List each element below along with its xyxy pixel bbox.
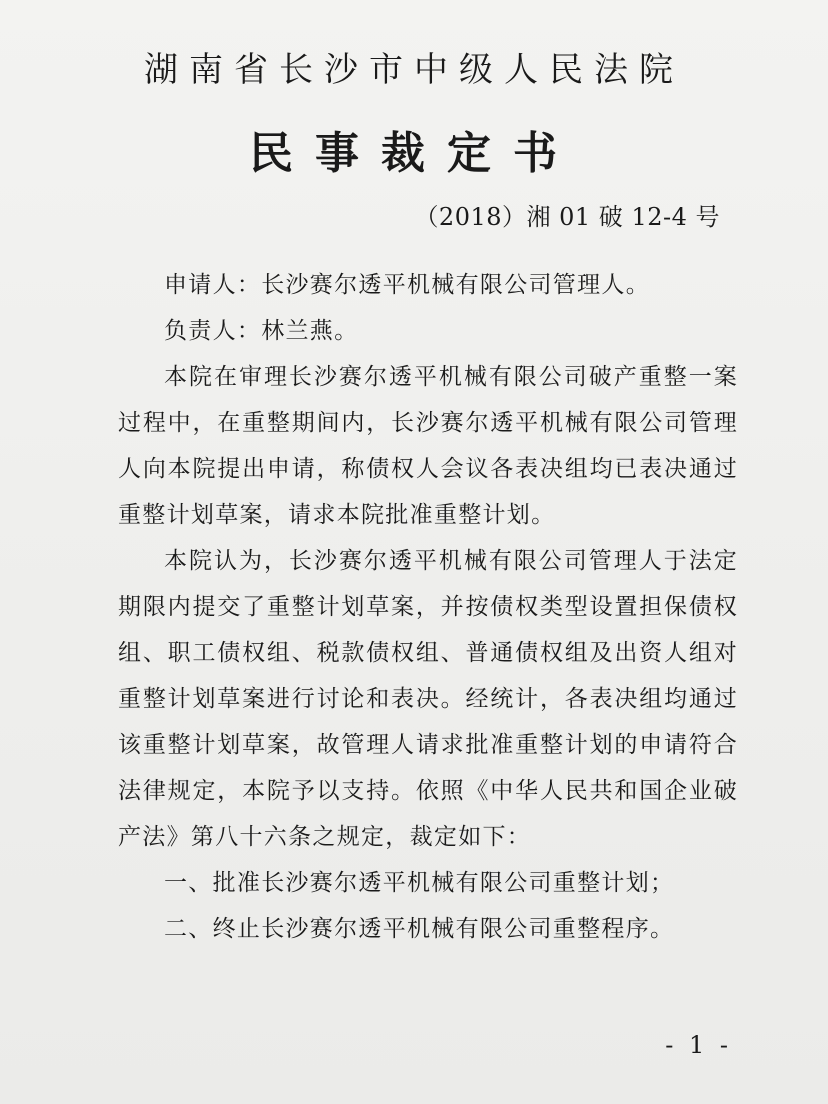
person-in-charge-line: 负责人：林兰燕。 [164,318,359,344]
court-name: 湖南省长沙市中级人民法院 [144,50,684,90]
page-number: - 1 - [665,1031,732,1059]
ruling-item-1: 一、批准长沙赛尔透平机械有限公司重整计划； [164,870,675,896]
reasoning-paragraph: 本院认为，长沙赛尔透平机械有限公司管理人于法定期限内提交了重整计划草案，并按债权类型设置担保债权组、职工债权组、税款债权组、普通债权组及出资人组对重整计划草案进行讨论和表决。经统计，各表决组均通过该重整计划草案，故管理人请求批准重整计划的申请符合法律规定，本院予以支持。依照《中华人民共和国企业破产法》第八十六条之规定，裁定如下： [118,548,738,850]
document-body [118,262,738,952]
facts-paragraph: 本院在审理长沙赛尔透平机械有限公司破产重整一案过程中，在重整期间内，长沙赛尔透平机械有限公司管理人向本院提出申请，称债权人会议各表决组均已表决通过重整计划草案，请求本院批准重整计划。 [118,364,738,528]
ruling-item-2: 二、终止长沙赛尔透平机械有限公司重整程序。 [164,916,675,942]
applicant-line: 申请人：长沙赛尔透平机械有限公司管理人。 [164,272,650,298]
document-title: 民事裁定书 [249,128,579,179]
case-number: （2018）湘 01 破 12-4 号 [414,203,720,231]
